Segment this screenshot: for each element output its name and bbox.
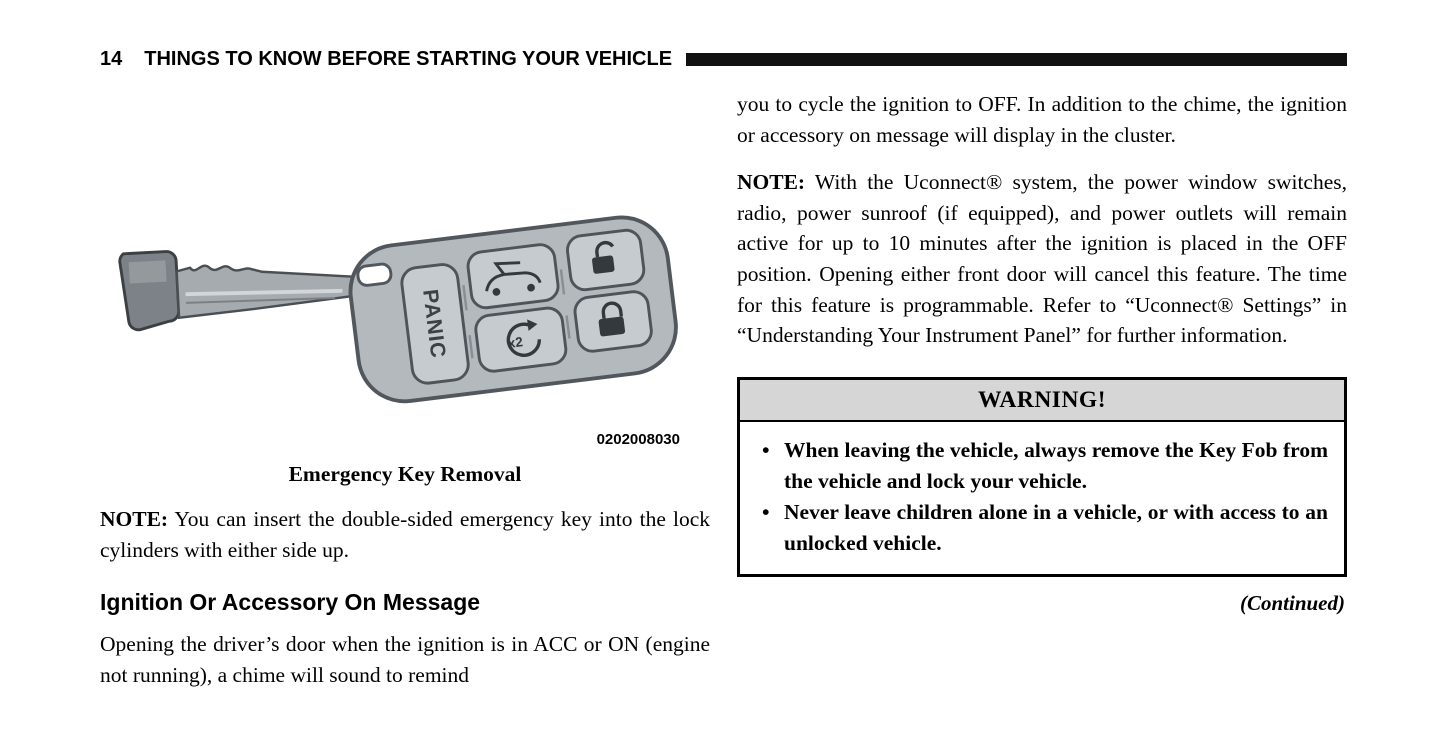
remote-start-button	[474, 306, 567, 372]
warning-item-text: When leaving the vehicle, always remove the Key Fob from the vehicle and lock your vehicle.	[784, 437, 1328, 493]
header-rule	[686, 53, 1347, 66]
warning-item-text: Never leave children alone in a vehicle, or with access to an unlocked vehicle.	[784, 499, 1328, 555]
left-note-paragraph	[100, 504, 710, 565]
key-fob-illustration	[104, 175, 704, 427]
note-text: With the Uconnect® system, the power window switches, radio, power sunroof (if equipped), and power outlets will remain active for up to 10 minutes after the ignition is placed in the OFF position. Opening either front door will cancel this feature. The time for this feature is programmable. Refer to “Uconnect® Settings” in “Understanding Your Instrument Panel” for further information.	[737, 170, 1347, 348]
page-number: 14	[100, 48, 123, 70]
right-note-paragraph	[737, 167, 1347, 351]
warning-list	[740, 422, 1344, 574]
page-title: THINGS TO KNOW BEFORE STARTING YOUR VEHICLE	[144, 48, 673, 70]
right-column	[737, 89, 1347, 690]
left-column	[100, 89, 710, 690]
two-column-layout	[100, 89, 1347, 690]
left-paragraph: Opening the driver’s door when the ignition is in ACC or ON (engine not running), a chime will sound to remind	[100, 632, 710, 687]
figure-id: 0202008030	[596, 431, 680, 448]
warning-item	[752, 435, 1328, 497]
note-label: NOTE:	[737, 170, 806, 195]
warning-title: WARNING!	[740, 380, 1344, 422]
remote-start-x2-label: x2	[506, 334, 524, 351]
unlock-button	[566, 229, 646, 292]
warning-item	[752, 497, 1328, 559]
panic-button	[400, 263, 470, 385]
key-ring-slot	[357, 263, 392, 286]
figure-caption: Emergency Key Removal	[288, 462, 522, 486]
panic-button-label: PANIC	[418, 287, 451, 360]
note-text: You can insert the double-sided emergency key into the lock cylinders with either side up.	[100, 507, 710, 562]
page-header	[100, 48, 1347, 71]
continued-label: (Continued)	[1239, 590, 1345, 615]
lock-button	[573, 290, 653, 353]
emergency-key-icon	[119, 241, 368, 330]
right-paragraph: you to cycle the ignition to OFF. In addition to the chime, the ignition or accessory on message will display in the cluster.	[737, 92, 1347, 147]
section-heading-ignition: Ignition Or Accessory On Message	[100, 589, 481, 616]
key-fob-body	[345, 212, 681, 407]
note-label: NOTE:	[100, 507, 169, 531]
trunk-button	[466, 243, 559, 309]
warning-box	[737, 377, 1347, 577]
key-fob-figure	[100, 175, 710, 448]
